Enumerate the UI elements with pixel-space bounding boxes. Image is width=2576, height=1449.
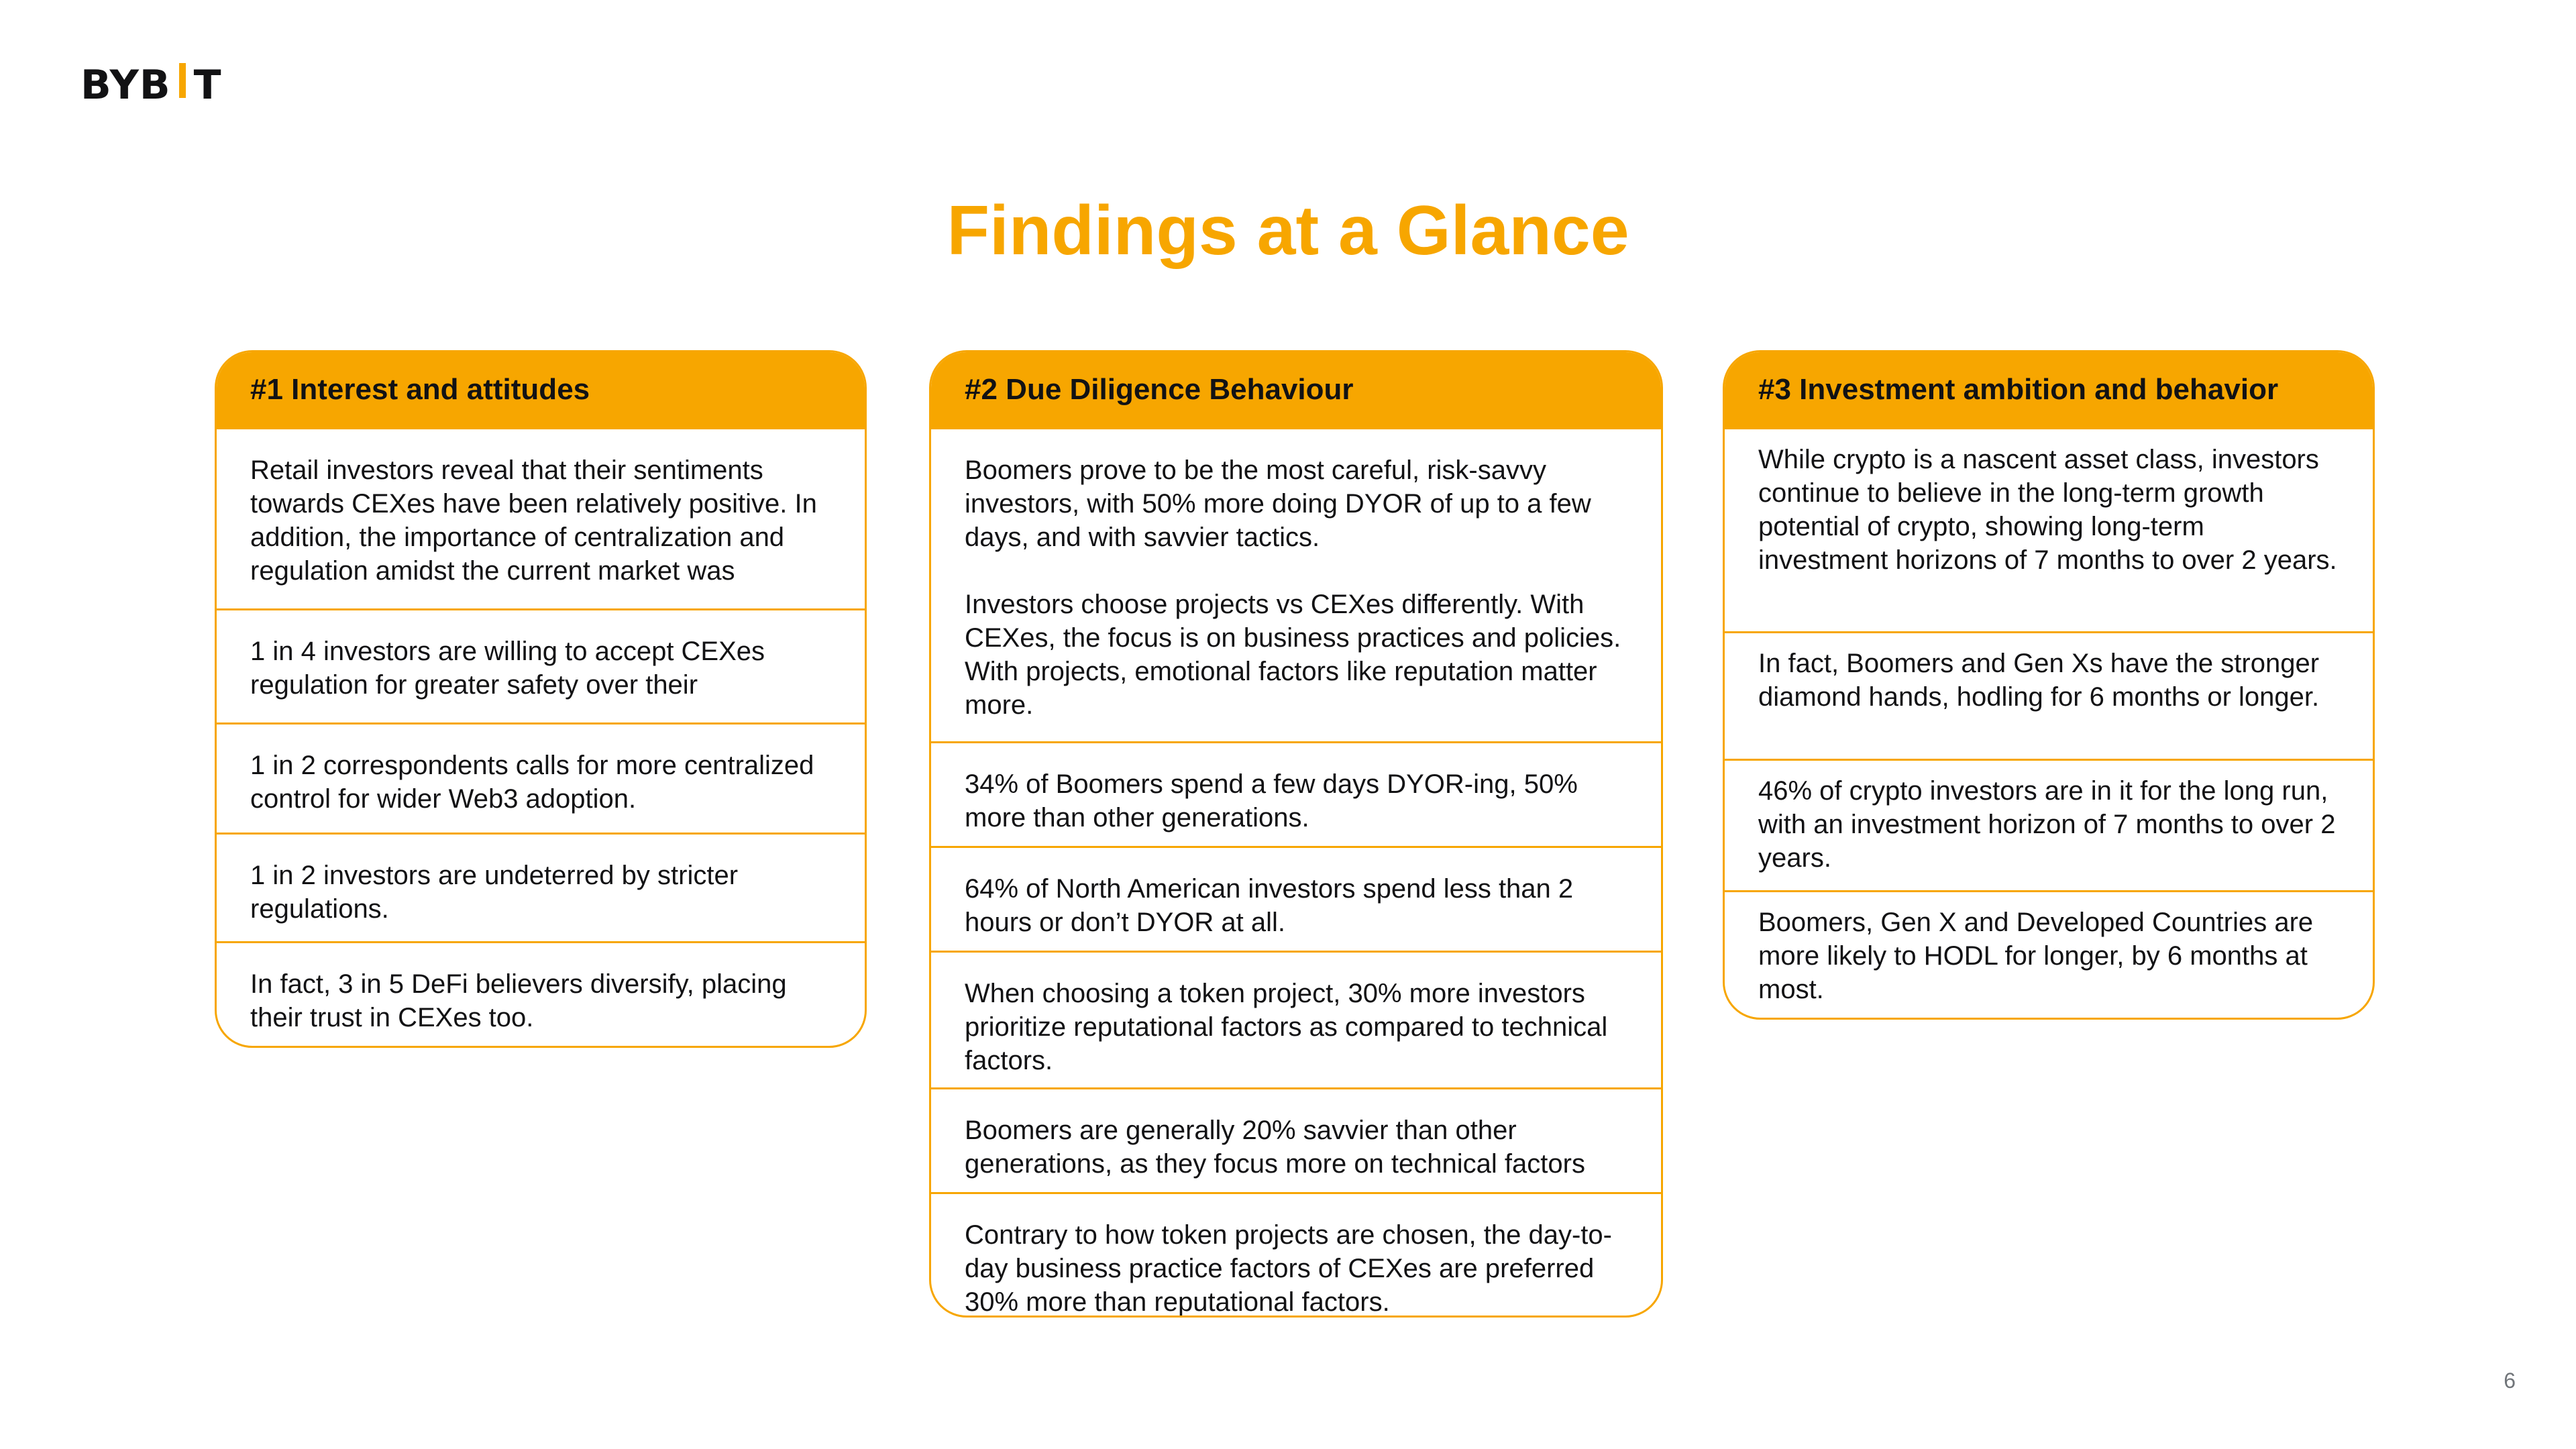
logo-text-right: T bbox=[193, 62, 222, 109]
card-section bbox=[217, 608, 865, 722]
card-section bbox=[217, 427, 865, 608]
card-text: In fact, Boomers and Gen Xs have the stronger diamond hands, hodling for 6 months or longer. bbox=[1758, 649, 2320, 712]
card-section bbox=[931, 846, 1661, 951]
card-text: Boomers prove to be the most careful, risk-savvy investors, with 50% more doing DYOR of up to a few days, and with savvier tactics. bbox=[965, 455, 1591, 552]
card-text: Boomers, Gen X and Developed Countries are more likely to HODL for longer, by 6 months at most. bbox=[1758, 908, 2314, 1004]
logo-accent-bar bbox=[179, 63, 186, 98]
card-section bbox=[217, 722, 865, 833]
card-section bbox=[931, 1087, 1661, 1192]
card-header: #2 Due Diligence Behaviour bbox=[931, 352, 1661, 427]
card-section bbox=[1725, 631, 2373, 759]
card-section bbox=[931, 427, 1661, 741]
card-section bbox=[217, 833, 865, 941]
card-text: Investors choose projects vs CEXes differently. With CEXes, the focus is on business practices and policies. With projects, emotional factors like reputation matter more. bbox=[965, 590, 1621, 720]
card-section bbox=[1725, 427, 2373, 631]
card-text: 1 in 2 investors are undeterred by stricter regulations. bbox=[250, 861, 739, 924]
card-text: While crypto is a nascent asset class, investors continue to believe in the long-term growth potential of crypto, showing long-term investment horizons of 7 months to over 2 years. bbox=[1758, 445, 2337, 575]
page-number: 6 bbox=[2504, 1368, 2516, 1393]
bybit-logo bbox=[80, 62, 222, 109]
card-text: 34% of Boomers spend a few days DYOR-ing, 50% more than other generations. bbox=[965, 769, 1578, 833]
card-text: 46% of crypto investors are in it for the long run, with an investment horizon of 7 months to over 2 years. bbox=[1758, 776, 2336, 873]
card-section bbox=[931, 1192, 1661, 1318]
card-text: 1 in 2 correspondents calls for more centralized control for wider Web3 adoption. bbox=[250, 751, 814, 814]
logo-text-left: BYB bbox=[80, 62, 171, 109]
card-text: Boomers are generally 20% savvier than other generations, as they focus more on technical factors bbox=[965, 1116, 1585, 1179]
card-section bbox=[217, 941, 865, 1046]
card-text: Contrary to how token projects are chosen, the day-to-day business practice factors of CEXes are preferred 30% more than reputational factors. bbox=[965, 1220, 1612, 1317]
card-text: Retail investors reveal that their sentiments towards CEXes have been relatively positive. In addition, the importance of centralization and regulation amidst the current market was bbox=[250, 455, 817, 586]
card-interest-and-attitudes bbox=[215, 350, 867, 1048]
card-section bbox=[1725, 890, 2373, 1018]
card-section bbox=[931, 951, 1661, 1087]
card-investment-ambition-and-behavior bbox=[1723, 350, 2375, 1020]
card-text: 1 in 4 investors are willing to accept CEXes regulation for greater safety over their bbox=[250, 637, 765, 700]
card-header: #3 Investment ambition and behavior bbox=[1725, 352, 2373, 427]
card-header: #1 Interest and attitudes bbox=[217, 352, 865, 427]
card-text: 64% of North American investors spend less than 2 hours or don’t DYOR at all. bbox=[965, 874, 1574, 937]
card-due-diligence-behaviour bbox=[929, 350, 1663, 1318]
card-section bbox=[1725, 759, 2373, 890]
page-title: Findings at a Glance bbox=[947, 192, 1629, 270]
card-section bbox=[931, 741, 1661, 846]
card-text: When choosing a token project, 30% more investors prioritize reputational factors as compared to technical factors. bbox=[965, 979, 1608, 1075]
card-text: In fact, 3 in 5 DeFi believers diversify, placing their trust in CEXes too. bbox=[250, 969, 787, 1032]
